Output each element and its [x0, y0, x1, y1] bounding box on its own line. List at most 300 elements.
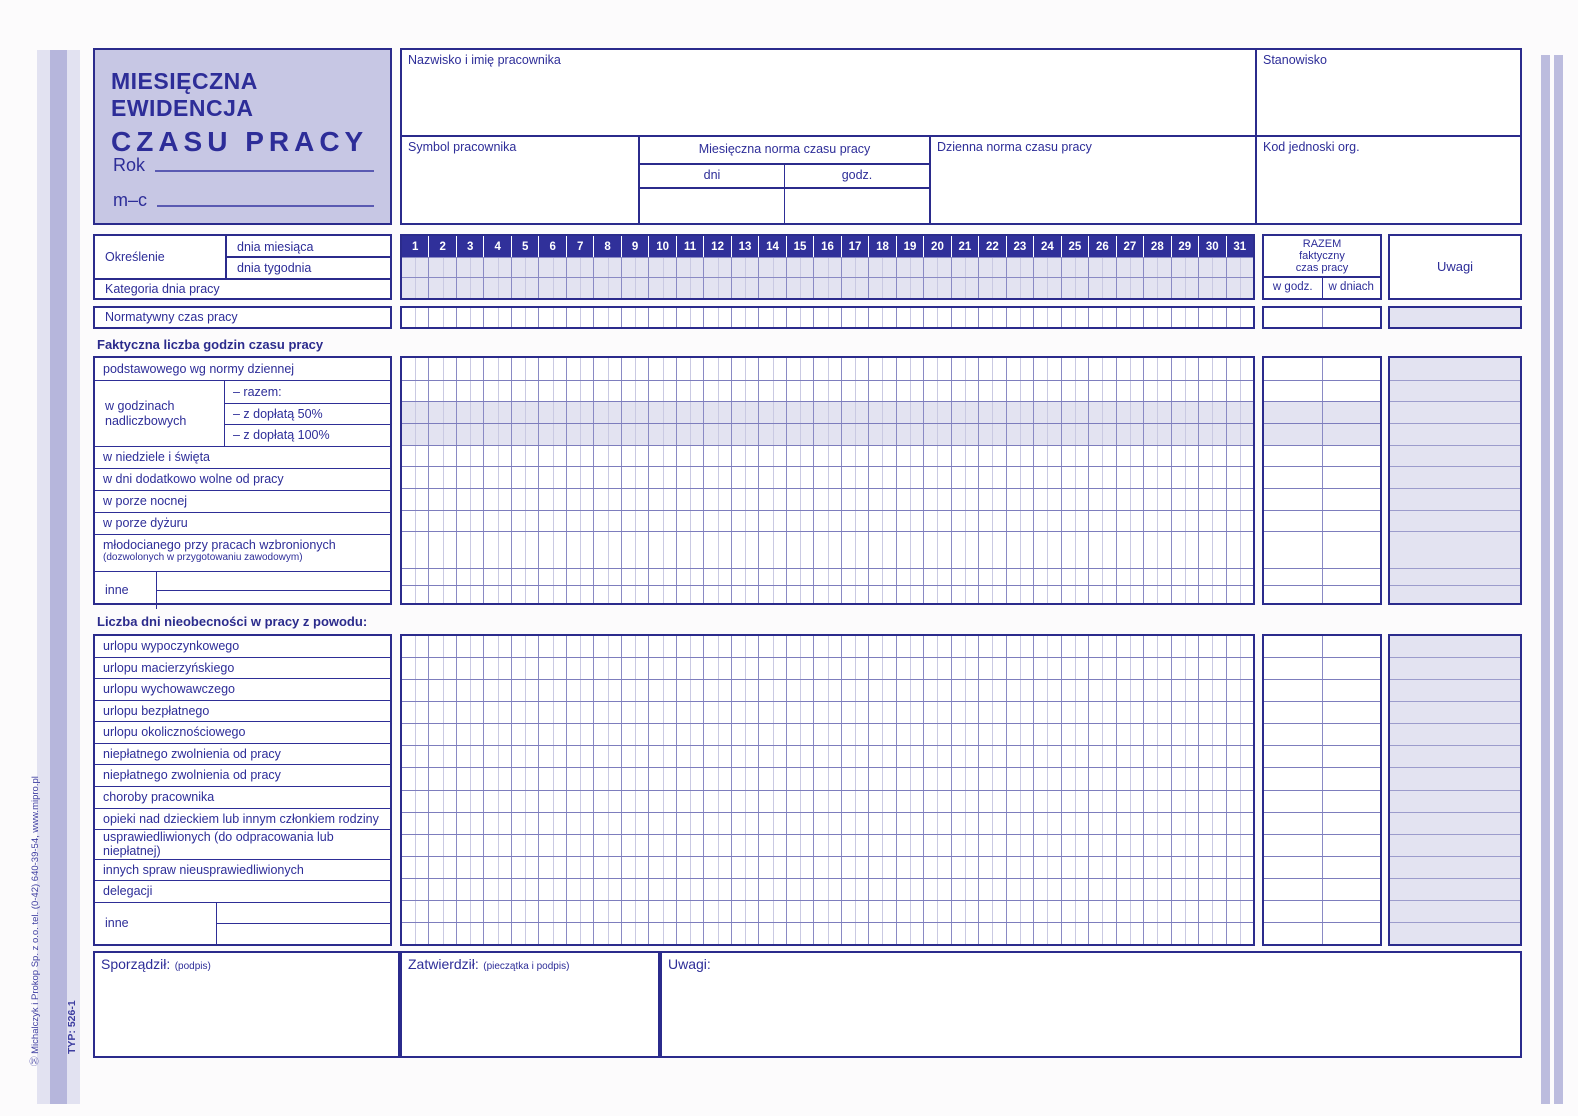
hours-total-cell[interactable] — [1264, 467, 1323, 488]
absence-day-cell[interactable] — [594, 835, 621, 856]
hours-day-cell[interactable] — [814, 381, 841, 402]
hours-day-cell[interactable] — [1172, 569, 1199, 586]
hours-day-cell[interactable] — [814, 424, 841, 445]
absence-day-cell[interactable] — [567, 813, 594, 834]
hours-day-cell[interactable] — [897, 424, 924, 445]
day-category-cell[interactable] — [924, 278, 951, 298]
absence-day-cell[interactable] — [732, 901, 759, 922]
absence-total-cell[interactable] — [1264, 768, 1323, 789]
hours-day-cell[interactable] — [814, 467, 841, 488]
hours-total-cell[interactable] — [1264, 358, 1323, 380]
absence-day-cell[interactable] — [1034, 813, 1061, 834]
absence-day-cell[interactable] — [704, 901, 731, 922]
normative-day-cell[interactable] — [924, 308, 951, 327]
absence-day-cell[interactable] — [979, 768, 1006, 789]
hours-day-cell[interactable] — [979, 446, 1006, 467]
absence-day-cell[interactable] — [732, 702, 759, 723]
absence-day-cell[interactable] — [429, 768, 456, 789]
hours-day-cell[interactable] — [897, 532, 924, 567]
absence-day-cell[interactable] — [594, 724, 621, 745]
hours-day-cell[interactable] — [897, 381, 924, 402]
hours-day-cell[interactable] — [1172, 467, 1199, 488]
absence-day-cell[interactable] — [567, 636, 594, 657]
hours-day-cell[interactable] — [429, 358, 456, 380]
day-of-week-cell[interactable] — [842, 258, 869, 277]
hours-day-cell[interactable] — [567, 381, 594, 402]
absence-day-cell[interactable] — [457, 923, 484, 944]
absence-total-cell[interactable] — [1264, 813, 1323, 834]
absence-day-cell[interactable] — [759, 724, 786, 745]
hours-day-cell[interactable] — [1034, 511, 1061, 532]
hours-day-cell[interactable] — [759, 381, 786, 402]
absence-day-cell[interactable] — [1007, 680, 1034, 701]
absence-day-cell[interactable] — [924, 702, 951, 723]
absence-day-cell[interactable] — [484, 724, 511, 745]
hours-day-cell[interactable] — [1172, 358, 1199, 380]
absence-day-cell[interactable] — [787, 636, 814, 657]
normative-day-cell[interactable] — [402, 308, 429, 327]
day-category-cell[interactable] — [402, 278, 429, 298]
absence-day-cell[interactable] — [649, 702, 676, 723]
absence-day-cell[interactable] — [1034, 923, 1061, 944]
hours-day-cell[interactable] — [484, 402, 511, 423]
day-category-cell[interactable] — [1144, 278, 1171, 298]
hours-uwagi-cell[interactable] — [1390, 380, 1520, 402]
absence-uwagi-cell[interactable] — [1390, 922, 1520, 944]
hours-day-cell[interactable] — [1144, 424, 1171, 445]
absence-day-cell[interactable] — [732, 724, 759, 745]
hours-uwagi-cell[interactable] — [1390, 531, 1520, 567]
absence-day-cell[interactable] — [677, 835, 704, 856]
hours-day-cell[interactable] — [649, 402, 676, 423]
hours-day-cell[interactable] — [704, 402, 731, 423]
absence-day-cell[interactable] — [1144, 791, 1171, 812]
hours-day-cell[interactable] — [484, 446, 511, 467]
hours-day-cell[interactable] — [1227, 569, 1253, 586]
absence-day-cell[interactable] — [1227, 724, 1253, 745]
hours-day-cell[interactable] — [429, 424, 456, 445]
hours-day-cell[interactable] — [484, 489, 511, 510]
absence-day-cell[interactable] — [622, 901, 649, 922]
absence-day-cell[interactable] — [1172, 680, 1199, 701]
hours-day-cell[interactable] — [402, 381, 429, 402]
normative-total-cell[interactable] — [1323, 308, 1381, 327]
absence-day-cell[interactable] — [1089, 680, 1116, 701]
absence-day-cell[interactable] — [1172, 813, 1199, 834]
absence-day-cell[interactable] — [924, 636, 951, 657]
absence-day-cell[interactable] — [732, 835, 759, 856]
absence-day-cell[interactable] — [1089, 835, 1116, 856]
day-of-week-cell[interactable] — [512, 258, 539, 277]
hours-day-cell[interactable] — [759, 446, 786, 467]
hours-day-cell[interactable] — [677, 424, 704, 445]
hours-day-cell[interactable] — [704, 532, 731, 567]
absence-day-cell[interactable] — [787, 835, 814, 856]
hours-day-cell[interactable] — [979, 532, 1006, 567]
absence-day-cell[interactable] — [732, 923, 759, 944]
absence-day-cell[interactable] — [567, 658, 594, 679]
absence-day-cell[interactable] — [732, 879, 759, 900]
absence-day-cell[interactable] — [1034, 680, 1061, 701]
day-of-week-cell[interactable] — [759, 258, 786, 277]
day-of-week-cell[interactable] — [1117, 258, 1144, 277]
hours-uwagi-cell[interactable] — [1390, 585, 1520, 603]
absence-day-cell[interactable] — [897, 901, 924, 922]
normative-day-cell[interactable] — [1034, 308, 1061, 327]
hours-day-cell[interactable] — [814, 489, 841, 510]
hours-day-cell[interactable] — [704, 489, 731, 510]
hours-day-cell[interactable] — [1144, 586, 1171, 603]
absence-day-cell[interactable] — [429, 680, 456, 701]
absence-day-cell[interactable] — [484, 791, 511, 812]
hours-day-cell[interactable] — [1034, 424, 1061, 445]
hours-day-cell[interactable] — [539, 489, 566, 510]
absence-day-cell[interactable] — [649, 879, 676, 900]
hours-day-cell[interactable] — [539, 424, 566, 445]
hours-day-cell[interactable] — [979, 381, 1006, 402]
hours-day-cell[interactable] — [457, 424, 484, 445]
hours-day-cell[interactable] — [869, 532, 896, 567]
absence-total-cell[interactable] — [1264, 791, 1323, 812]
hours-day-cell[interactable] — [1199, 446, 1226, 467]
day-of-week-cell[interactable] — [869, 258, 896, 277]
hours-day-cell[interactable] — [484, 358, 511, 380]
hours-day-cell[interactable] — [869, 569, 896, 586]
hours-day-cell[interactable] — [677, 532, 704, 567]
absence-day-cell[interactable] — [1144, 636, 1171, 657]
absence-day-cell[interactable] — [924, 923, 951, 944]
absence-day-cell[interactable] — [952, 901, 979, 922]
absence-uwagi-cell[interactable] — [1390, 657, 1520, 679]
absence-day-cell[interactable] — [622, 857, 649, 878]
hours-day-cell[interactable] — [759, 569, 786, 586]
absence-total-cell[interactable] — [1264, 901, 1323, 922]
day-category-cell[interactable] — [787, 278, 814, 298]
absence-total-cell[interactable] — [1323, 879, 1381, 900]
hours-day-cell[interactable] — [512, 586, 539, 603]
day-category-cell[interactable] — [594, 278, 621, 298]
absence-day-cell[interactable] — [814, 857, 841, 878]
normative-day-cell[interactable] — [814, 308, 841, 327]
absence-day-cell[interactable] — [1034, 658, 1061, 679]
absence-day-cell[interactable] — [897, 879, 924, 900]
absence-total-cell[interactable] — [1264, 680, 1323, 701]
hours-day-cell[interactable] — [1089, 381, 1116, 402]
absence-day-cell[interactable] — [677, 746, 704, 767]
hours-day-cell[interactable] — [787, 402, 814, 423]
absence-day-cell[interactable] — [1172, 835, 1199, 856]
absence-day-cell[interactable] — [732, 680, 759, 701]
hours-total-cell[interactable] — [1323, 511, 1381, 532]
absence-day-cell[interactable] — [759, 680, 786, 701]
absence-day-cell[interactable] — [567, 835, 594, 856]
absence-day-cell[interactable] — [842, 835, 869, 856]
absence-day-cell[interactable] — [732, 636, 759, 657]
absence-day-cell[interactable] — [1172, 636, 1199, 657]
absence-day-cell[interactable] — [1227, 791, 1253, 812]
hours-day-cell[interactable] — [1172, 424, 1199, 445]
absence-day-cell[interactable] — [1007, 702, 1034, 723]
absence-total-cell[interactable] — [1323, 702, 1381, 723]
absence-day-cell[interactable] — [1199, 636, 1226, 657]
absence-day-cell[interactable] — [787, 813, 814, 834]
hours-day-cell[interactable] — [484, 467, 511, 488]
day-of-week-cell[interactable] — [1199, 258, 1226, 277]
absence-day-cell[interactable] — [814, 791, 841, 812]
absence-day-cell[interactable] — [787, 768, 814, 789]
absence-day-cell[interactable] — [622, 813, 649, 834]
absence-day-cell[interactable] — [649, 813, 676, 834]
absence-day-cell[interactable] — [924, 680, 951, 701]
hours-day-cell[interactable] — [649, 569, 676, 586]
hours-day-cell[interactable] — [1227, 446, 1253, 467]
hours-day-cell[interactable] — [567, 511, 594, 532]
hours-day-cell[interactable] — [539, 381, 566, 402]
absence-day-cell[interactable] — [457, 724, 484, 745]
hours-day-cell[interactable] — [622, 358, 649, 380]
hours-day-cell[interactable] — [924, 424, 951, 445]
absence-total-cell[interactable] — [1264, 857, 1323, 878]
absence-day-cell[interactable] — [539, 791, 566, 812]
hours-day-cell[interactable] — [1172, 511, 1199, 532]
absence-day-cell[interactable] — [649, 658, 676, 679]
absence-day-cell[interactable] — [897, 746, 924, 767]
absence-day-cell[interactable] — [1199, 813, 1226, 834]
hours-day-cell[interactable] — [979, 358, 1006, 380]
hours-day-cell[interactable] — [1034, 402, 1061, 423]
hours-day-cell[interactable] — [484, 424, 511, 445]
hours-day-cell[interactable] — [1144, 402, 1171, 423]
hours-day-cell[interactable] — [1227, 467, 1253, 488]
hours-day-cell[interactable] — [622, 532, 649, 567]
hours-day-cell[interactable] — [512, 402, 539, 423]
absence-day-cell[interactable] — [539, 857, 566, 878]
absence-day-cell[interactable] — [539, 724, 566, 745]
absence-uwagi-cell[interactable] — [1390, 834, 1520, 856]
absence-day-cell[interactable] — [567, 923, 594, 944]
absence-day-cell[interactable] — [1007, 901, 1034, 922]
absence-day-cell[interactable] — [1144, 702, 1171, 723]
absence-day-cell[interactable] — [869, 835, 896, 856]
absence-day-cell[interactable] — [787, 746, 814, 767]
absence-day-cell[interactable] — [759, 791, 786, 812]
absence-day-cell[interactable] — [979, 636, 1006, 657]
absence-day-cell[interactable] — [1007, 724, 1034, 745]
normative-day-cell[interactable] — [952, 308, 979, 327]
hours-day-cell[interactable] — [1062, 424, 1089, 445]
normative-day-cell[interactable] — [979, 308, 1006, 327]
hours-day-cell[interactable] — [622, 569, 649, 586]
absence-day-cell[interactable] — [594, 901, 621, 922]
absence-day-cell[interactable] — [1062, 923, 1089, 944]
day-of-week-cell[interactable] — [704, 258, 731, 277]
hours-total-cell[interactable] — [1264, 569, 1323, 586]
absence-day-cell[interactable] — [539, 879, 566, 900]
absence-day-cell[interactable] — [759, 901, 786, 922]
absence-day-cell[interactable] — [979, 680, 1006, 701]
hours-day-cell[interactable] — [429, 446, 456, 467]
hours-day-cell[interactable] — [1172, 446, 1199, 467]
absence-day-cell[interactable] — [704, 768, 731, 789]
normative-day-cell[interactable] — [1172, 308, 1199, 327]
absence-day-cell[interactable] — [567, 746, 594, 767]
absence-day-cell[interactable] — [842, 768, 869, 789]
absence-day-cell[interactable] — [814, 879, 841, 900]
absence-day-cell[interactable] — [952, 835, 979, 856]
hours-day-cell[interactable] — [732, 424, 759, 445]
hours-day-cell[interactable] — [484, 586, 511, 603]
absence-total-cell[interactable] — [1264, 658, 1323, 679]
absence-day-cell[interactable] — [924, 813, 951, 834]
absence-day-cell[interactable] — [842, 680, 869, 701]
hours-day-cell[interactable] — [704, 446, 731, 467]
hours-day-cell[interactable] — [567, 446, 594, 467]
hours-day-cell[interactable] — [1172, 532, 1199, 567]
absence-day-cell[interactable] — [842, 857, 869, 878]
hours-day-cell[interactable] — [1062, 467, 1089, 488]
hours-day-cell[interactable] — [622, 381, 649, 402]
absence-day-cell[interactable] — [787, 658, 814, 679]
absence-day-cell[interactable] — [1007, 879, 1034, 900]
hours-day-cell[interactable] — [594, 511, 621, 532]
day-of-week-cell[interactable] — [457, 258, 484, 277]
hours-day-cell[interactable] — [594, 358, 621, 380]
absence-day-cell[interactable] — [512, 658, 539, 679]
absence-day-cell[interactable] — [1007, 768, 1034, 789]
absence-day-cell[interactable] — [1172, 768, 1199, 789]
absence-day-cell[interactable] — [1117, 658, 1144, 679]
absence-day-cell[interactable] — [924, 724, 951, 745]
absence-day-cell[interactable] — [704, 746, 731, 767]
absence-uwagi-cell[interactable] — [1390, 878, 1520, 900]
absence-total-cell[interactable] — [1323, 901, 1381, 922]
absence-day-cell[interactable] — [622, 746, 649, 767]
absence-day-cell[interactable] — [842, 879, 869, 900]
absence-day-cell[interactable] — [732, 768, 759, 789]
absence-total-cell[interactable] — [1264, 835, 1323, 856]
hours-day-cell[interactable] — [1007, 381, 1034, 402]
hours-day-cell[interactable] — [649, 446, 676, 467]
hours-day-cell[interactable] — [567, 586, 594, 603]
absence-day-cell[interactable] — [457, 768, 484, 789]
absence-day-cell[interactable] — [457, 835, 484, 856]
absence-day-cell[interactable] — [622, 680, 649, 701]
day-category-cell[interactable] — [814, 278, 841, 298]
absence-day-cell[interactable] — [1117, 768, 1144, 789]
hours-day-cell[interactable] — [429, 467, 456, 488]
hours-day-cell[interactable] — [924, 467, 951, 488]
hours-day-cell[interactable] — [594, 586, 621, 603]
hours-day-cell[interactable] — [402, 446, 429, 467]
absence-day-cell[interactable] — [677, 636, 704, 657]
absence-day-cell[interactable] — [512, 746, 539, 767]
normative-day-cell[interactable] — [869, 308, 896, 327]
absence-day-cell[interactable] — [787, 901, 814, 922]
hours-day-cell[interactable] — [952, 467, 979, 488]
hours-day-cell[interactable] — [649, 381, 676, 402]
absence-day-cell[interactable] — [1117, 636, 1144, 657]
day-of-week-cell[interactable] — [429, 258, 456, 277]
absence-day-cell[interactable] — [842, 636, 869, 657]
day-of-week-cell[interactable] — [484, 258, 511, 277]
absence-day-cell[interactable] — [787, 680, 814, 701]
day-category-cell[interactable] — [457, 278, 484, 298]
hours-day-cell[interactable] — [1062, 402, 1089, 423]
absence-day-cell[interactable] — [622, 791, 649, 812]
day-of-week-cell[interactable] — [567, 258, 594, 277]
hours-day-cell[interactable] — [814, 569, 841, 586]
hours-day-cell[interactable] — [1172, 489, 1199, 510]
absence-day-cell[interactable] — [594, 658, 621, 679]
hours-total-cell[interactable] — [1264, 446, 1323, 467]
absence-day-cell[interactable] — [869, 658, 896, 679]
absence-day-cell[interactable] — [1199, 835, 1226, 856]
absence-uwagi-cell[interactable] — [1390, 679, 1520, 701]
absence-total-cell[interactable] — [1323, 791, 1381, 812]
day-category-cell[interactable] — [429, 278, 456, 298]
absence-day-cell[interactable] — [787, 791, 814, 812]
hours-day-cell[interactable] — [1062, 569, 1089, 586]
hours-day-cell[interactable] — [457, 358, 484, 380]
absence-day-cell[interactable] — [1227, 636, 1253, 657]
hours-day-cell[interactable] — [979, 467, 1006, 488]
hours-day-cell[interactable] — [952, 381, 979, 402]
absence-day-cell[interactable] — [1199, 746, 1226, 767]
absence-day-cell[interactable] — [1007, 857, 1034, 878]
absence-day-cell[interactable] — [897, 835, 924, 856]
absence-day-cell[interactable] — [402, 791, 429, 812]
absence-day-cell[interactable] — [622, 835, 649, 856]
hours-day-cell[interactable] — [1199, 532, 1226, 567]
hours-day-cell[interactable] — [732, 358, 759, 380]
day-category-cell[interactable] — [759, 278, 786, 298]
hours-day-cell[interactable] — [1227, 489, 1253, 510]
hours-day-cell[interactable] — [457, 532, 484, 567]
absence-day-cell[interactable] — [484, 658, 511, 679]
hours-day-cell[interactable] — [649, 532, 676, 567]
absence-day-cell[interactable] — [814, 680, 841, 701]
hours-day-cell[interactable] — [814, 402, 841, 423]
absence-day-cell[interactable] — [649, 835, 676, 856]
absence-day-cell[interactable] — [842, 813, 869, 834]
hours-day-cell[interactable] — [1007, 446, 1034, 467]
absence-day-cell[interactable] — [649, 746, 676, 767]
hours-day-cell[interactable] — [924, 532, 951, 567]
day-of-week-cell[interactable] — [732, 258, 759, 277]
hours-day-cell[interactable] — [842, 381, 869, 402]
absence-day-cell[interactable] — [897, 857, 924, 878]
hours-day-cell[interactable] — [594, 569, 621, 586]
normative-day-cell[interactable] — [1117, 308, 1144, 327]
absence-day-cell[interactable] — [1227, 901, 1253, 922]
hours-day-cell[interactable] — [1007, 424, 1034, 445]
normative-day-cell[interactable] — [484, 308, 511, 327]
absence-day-cell[interactable] — [1117, 680, 1144, 701]
absence-day-cell[interactable] — [1172, 702, 1199, 723]
hours-day-cell[interactable] — [897, 446, 924, 467]
absence-day-cell[interactable] — [704, 658, 731, 679]
absence-total-cell[interactable] — [1264, 636, 1323, 657]
absence-day-cell[interactable] — [1089, 879, 1116, 900]
hours-day-cell[interactable] — [1199, 586, 1226, 603]
absence-day-cell[interactable] — [952, 813, 979, 834]
absence-day-cell[interactable] — [457, 658, 484, 679]
absence-day-cell[interactable] — [567, 791, 594, 812]
hours-day-cell[interactable] — [979, 489, 1006, 510]
absence-day-cell[interactable] — [512, 857, 539, 878]
hours-day-cell[interactable] — [842, 586, 869, 603]
hours-day-cell[interactable] — [787, 489, 814, 510]
